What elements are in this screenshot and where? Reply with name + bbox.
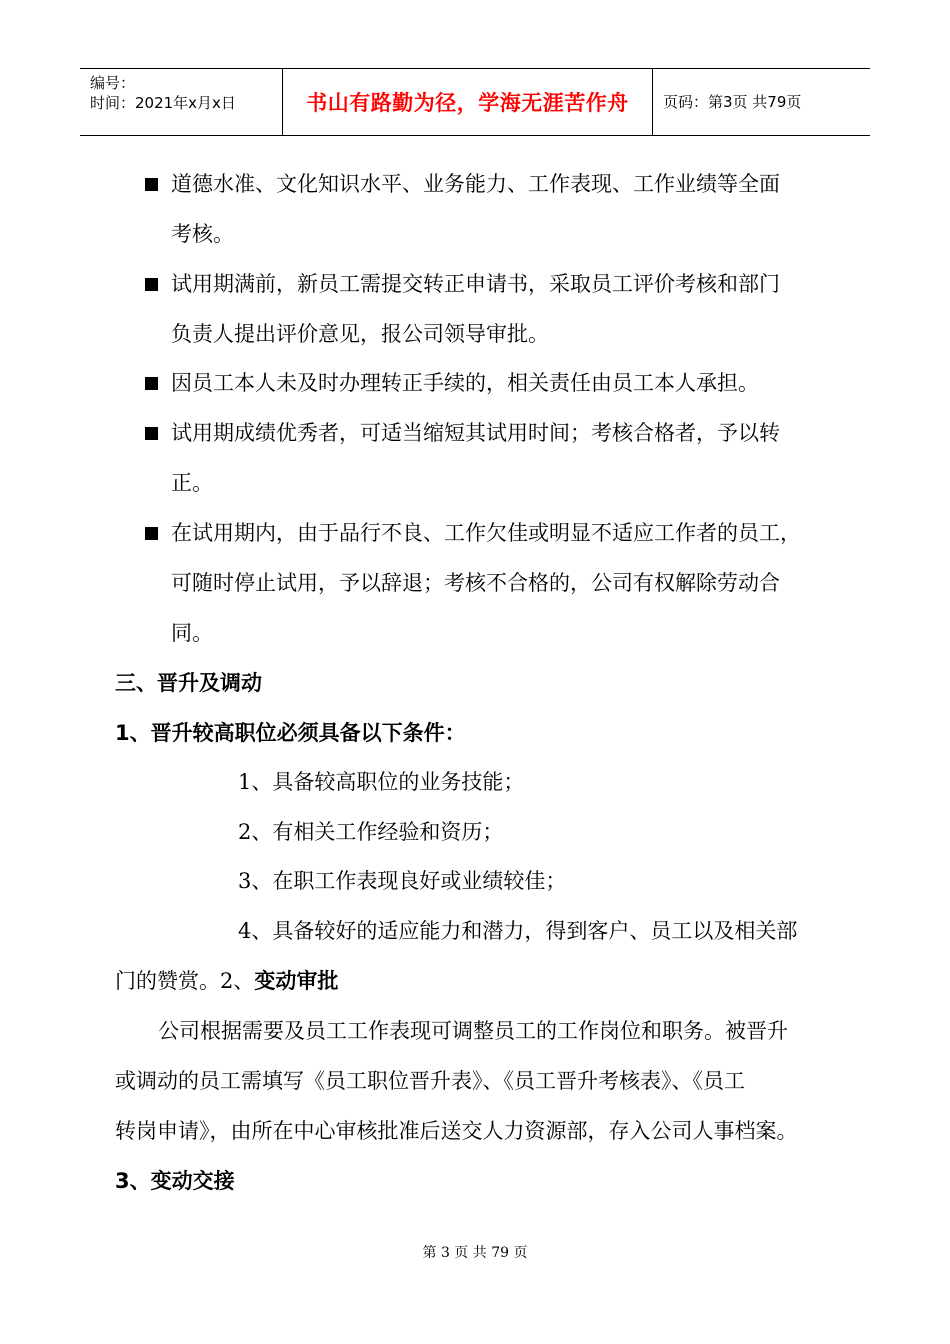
paragraph-line-1: 公司根据需要及员工工作表现可调整员工的工作岗位和职务。被晋升 [158,1019,788,1043]
bullet-2-line-2: 负责人提出评价意见，报公司领导审批。 [171,322,549,346]
header-page-cell [653,69,870,135]
header-motto-cell [282,69,653,135]
page-header [80,68,870,136]
condition-4-tail: 门的赞赏。2、 [115,969,255,993]
condition-2: 2、有相关工作经验和资历； [238,820,504,844]
bullet-square-icon [145,178,158,191]
bullet-square-icon [145,278,158,291]
condition-4: 4、具备较好的适应能力和潜力，得到客户、员工以及相关部 [238,919,798,943]
section-3-title: 三、晋升及调动 [115,671,262,695]
subsection-1-title: 1、晋升较高职位必须具备以下条件： [115,721,466,745]
bullet-square-icon [145,427,158,440]
page-footer: 第 3 页 共 79 页 [422,1245,528,1261]
time-label: 时间：2021年x月x日 [90,94,236,112]
bullet-5-line-2: 可随时停止试用，予以辞退；考核不合格的，公司有权解除劳动合 [171,571,780,595]
bullet-3-line-1: 因员工本人未及时办理转正手续的，相关责任由员工本人承担。 [171,371,759,395]
page-code: 页码：第3页 共79页 [663,93,802,111]
paragraph-line-2: 或调动的员工需填写《员工职位晋升表》、《员工晋升考核表》、《员工 [115,1069,745,1093]
bullet-square-icon [145,527,158,540]
motto: 书山有路勤为径，学海无涯苦作舟 [306,91,629,115]
bullet-5-line-1: 在试用期内，由于品行不良、工作欠佳或明显不适应工作者的员工， [171,521,801,545]
bullet-1-line-1: 道德水准、文化知识水平、业务能力、工作表现、工作业绩等全面 [171,172,780,196]
bullet-2-line-1: 试用期满前，新员工需提交转正申请书，采取员工评价考核和部门 [171,272,780,296]
bullet-4-line-1: 试用期成绩优秀者，可适当缩短其试用时间；考核合格者，予以转 [171,421,780,445]
condition-4-continuation [115,967,338,995]
condition-3: 3、在职工作表现良好或业绩较佳； [238,869,567,893]
paragraph-line-3: 转岗申请》，由所在中心审核批准后送交人力资源部，存入公司人事档案。 [115,1119,798,1143]
subsection-2-title: 变动审批 [254,969,339,993]
subsection-3-title: 3、变动交接 [115,1169,235,1193]
header-meta-cell [80,69,282,135]
bullet-4-line-2: 正。 [171,471,213,495]
bullet-5-line-3: 同。 [171,621,213,645]
bullet-1-line-2: 考核。 [171,222,234,246]
bullet-square-icon [145,377,158,390]
condition-1: 1、具备较高职位的业务技能； [238,770,525,794]
number-label: 编号： [90,74,136,92]
